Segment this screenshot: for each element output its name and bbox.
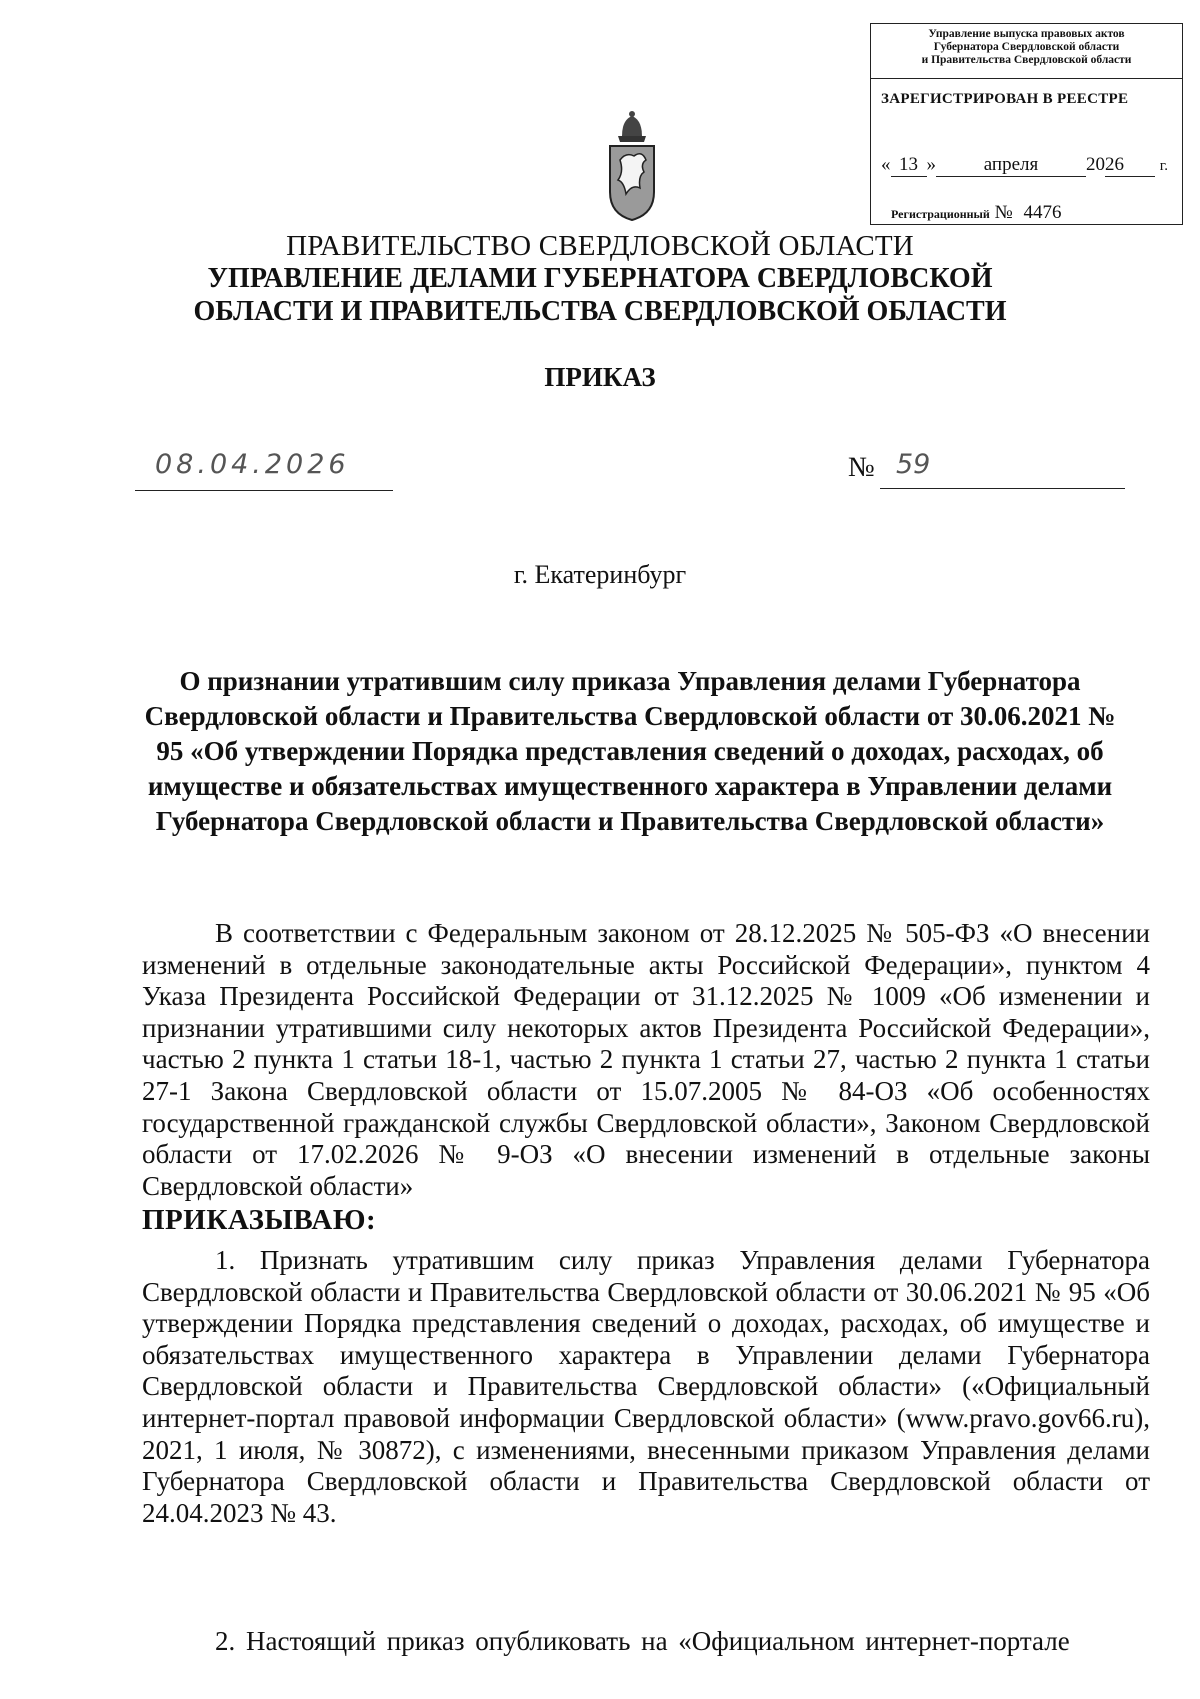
- stamp-number-value: 4476: [1017, 202, 1118, 225]
- government-name: ПРАВИТЕЛЬСТВО СВЕРДЛОВСКОЙ ОБЛАСТИ: [286, 230, 914, 262]
- coat-of-arms-icon: [604, 110, 660, 222]
- order-number-sign: №: [848, 452, 875, 483]
- stamp-number-sign: №: [994, 202, 1013, 223]
- order-subject: О признании утратившим силу приказа Управления делами Губернатора Свердловской области и Правительства Свердловской области от 30.06.2021 № 95 «Об утверждении Порядка представления сведений о доходах, расходах, об имуществе и обязательствах имущественного характера в Управлении делами Губернатора Свердловской области и Правительства Свердловской области»: [144, 666, 1116, 836]
- department-name-line1: УПРАВЛЕНИЕ ДЕЛАМИ ГУБЕРНАТОРА СВЕРДЛОВСКОЙ: [207, 263, 993, 294]
- registration-stamp: [870, 23, 1183, 225]
- stamp-reg-number: [891, 202, 1118, 225]
- department-name-line2: ОБЛАСТИ И ПРАВИТЕЛЬСТВА СВЕРДЛОВСКОЙ ОБЛАСТИ: [193, 296, 1007, 327]
- order-date: 08.04.2026: [135, 449, 393, 491]
- order-number: 59: [880, 449, 1125, 489]
- department-name: [0, 262, 1200, 328]
- stamp-year-prefix: 20: [1086, 154, 1105, 175]
- item-2-paragraph: 2. Настоящий приказ опубликовать на «Официальном интернет-портале: [215, 1626, 1070, 1656]
- stamp-reg-label: Регистрационный: [891, 207, 990, 221]
- preamble-paragraph: В соответствии с Федеральным законом от 28.12.2025 № 505-ФЗ «О внесении изменений в отдельные законодательные акты Российской Федерации», пунктом 4 Указа Президента Российской Федерации от 31.12.2025 № 1009 «Об изменении и признании утратившими силу некоторых актов Президента Российской Федерации», частью 2 пункта 1 статьи 18-1, частью 2 пункта 1 статьи 27, частью 2 пункта 1 статьи 27-1 Закона Свердловской области от 15.07.2005 № 84-ОЗ «Об особенностях государственной гражданской службы Свердловской области», Законом Свердловской области от 17.02.2026 № 9-ОЗ «О внесении изменений в отдельные законы Свердловской области»: [142, 918, 1150, 1201]
- document-type: ПРИКАЗ: [544, 362, 656, 392]
- command-heading: ПРИКАЗЫВАЮ:: [142, 1204, 377, 1236]
- stamp-year-suffix: 26: [1105, 154, 1155, 177]
- item-1-paragraph: 1. Признать утратившим силу приказ Управления делами Губернатора Свердловской области и Правительства Свердловской области от 30.06.2021 № 95 «Об утверждении Порядка представления сведений о доходах, расходах, об имуществе и обязательствах имущественного характера в Управлении делами Губернатора Свердловской области и Правительства Свердловской области» («Официальный интернет-портал правовой информации Свердловской области» (www.pravo.gov66.ru), 2021, 1 июля, № 30872), с изменениями, внесенными приказом Управления делами Губернатора Свердловской области и Правительства Свердловской области от 24.04.2023 № 43.: [142, 1245, 1150, 1528]
- stamp-header: Управление выпуска правовых актов Губернатора Свердловской области и Правительства Свердловской области: [871, 24, 1182, 79]
- stamp-day: 13: [891, 154, 927, 177]
- stamp-registered-label: ЗАРЕГИСТРИРОВАН В РЕЕСТРЕ: [881, 91, 1129, 107]
- stamp-month: апреля: [936, 154, 1086, 177]
- stamp-date: « 13 » апреля 2026 г.: [881, 154, 1168, 175]
- stamp-year-abbr: г.: [1159, 158, 1168, 174]
- city: г. Екатеринбург: [513, 560, 687, 589]
